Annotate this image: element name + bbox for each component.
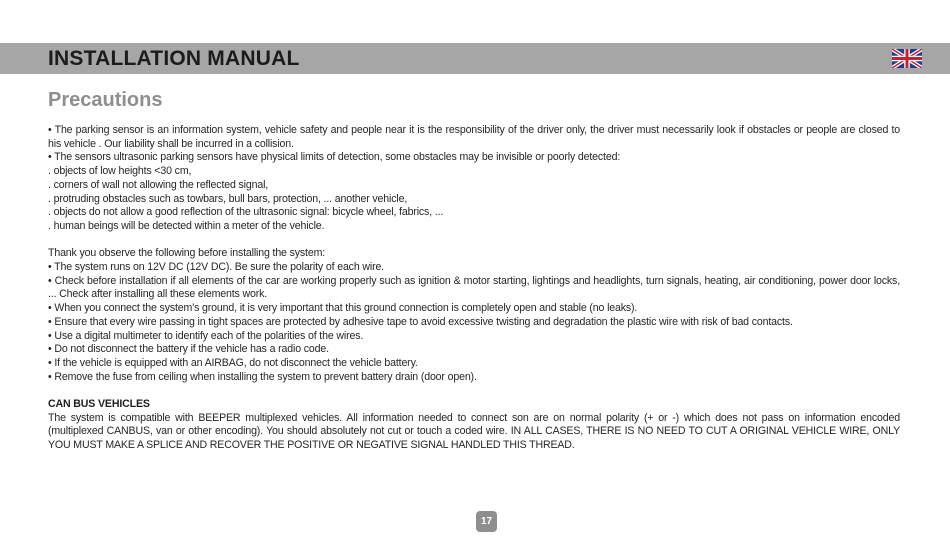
precaution-item: . protruding obstacles such as towbars, bull bars, protection, ... another vehicle, <box>48 192 408 205</box>
install-item: • Do not disconnect the battery if the vehicle has a radio code. <box>48 343 329 356</box>
spacer <box>48 384 900 398</box>
install-item: • Use a digital multimeter to identify each of the polarities of the wires. <box>48 329 364 342</box>
page-title: INSTALLATION MANUAL <box>48 47 300 70</box>
spacer <box>48 234 900 248</box>
precaution-item: • The sensors ultrasonic parking sensors have physical limits of detection, some obstacles may be invisible or poorly detected: <box>48 151 621 164</box>
install-item: • Check before installation if all elements of the car are working properly such as ignition & motor starting, lightings and headlights, turn signals, heating, air conditioning, power door locks, ... Check after installing all these elements work. <box>48 274 900 301</box>
precaution-item: • The parking sensor is an information system, vehicle safety and people near it is the responsibility of the driver only, the driver must necessarily look if obstacles or people are closed to his vehicle . Our liability shall be incurred in a collision. <box>48 124 900 150</box>
install-item: • Ensure that every wire passing in tight spaces are protected by adhesive tape to avoid excessive twisting and degradation the plastic wire with risk of bad contacts. <box>48 315 793 328</box>
precaution-item: . objects of low heights <30 cm, <box>48 165 192 178</box>
precaution-item: . objects do not allow a good reflection of the ultrasonic signal: bicycle wheel, fabrics, ... <box>48 206 444 219</box>
install-item: • If the vehicle is equipped with an AIRBAG, do not disconnect the vehicle battery. <box>48 356 418 369</box>
install-intro: Thank you observe the following before installing the system: <box>48 247 326 260</box>
can-bus-text: The system is compatible with BEEPER multiplexed vehicles. All information needed to connect son are on normal polarity (+ or -) which does not pass on information encoded (multiplexed CANBUS, van or other encoding). You should absolutely not cut or touch a coded wire. IN ALL CASES, THERE IS NO NEED TO CUT A ORIGINAL VEHICLE WIRE, ONLY YOU MUST MAKE A SPLICE AND RECOVER THE POSITIVE OR NEGATIVE SIGNAL HANDLED THIS THREAD. <box>48 411 900 452</box>
install-item: • The system runs on 12V DC (12V DC). Be sure the polarity of each wire. <box>48 261 384 274</box>
section-title: Precautions <box>48 89 163 111</box>
can-bus-heading: CAN BUS VEHICLES <box>48 398 150 411</box>
uk-flag-icon <box>892 49 922 68</box>
body-text <box>48 124 900 453</box>
header-bar <box>0 43 950 74</box>
install-item: • Remove the fuse from ceiling when installing the system to prevent battery drain (door open). <box>48 370 477 383</box>
install-item: • When you connect the system's ground, it is very important that this ground connection is completely open and stable (no leaks). <box>48 302 638 315</box>
page-number-badge: 17 <box>476 511 497 532</box>
precaution-item: . human beings will be detected within a meter of the vehicle. <box>48 219 325 232</box>
precaution-item: . corners of wall not allowing the reflected signal, <box>48 178 269 191</box>
